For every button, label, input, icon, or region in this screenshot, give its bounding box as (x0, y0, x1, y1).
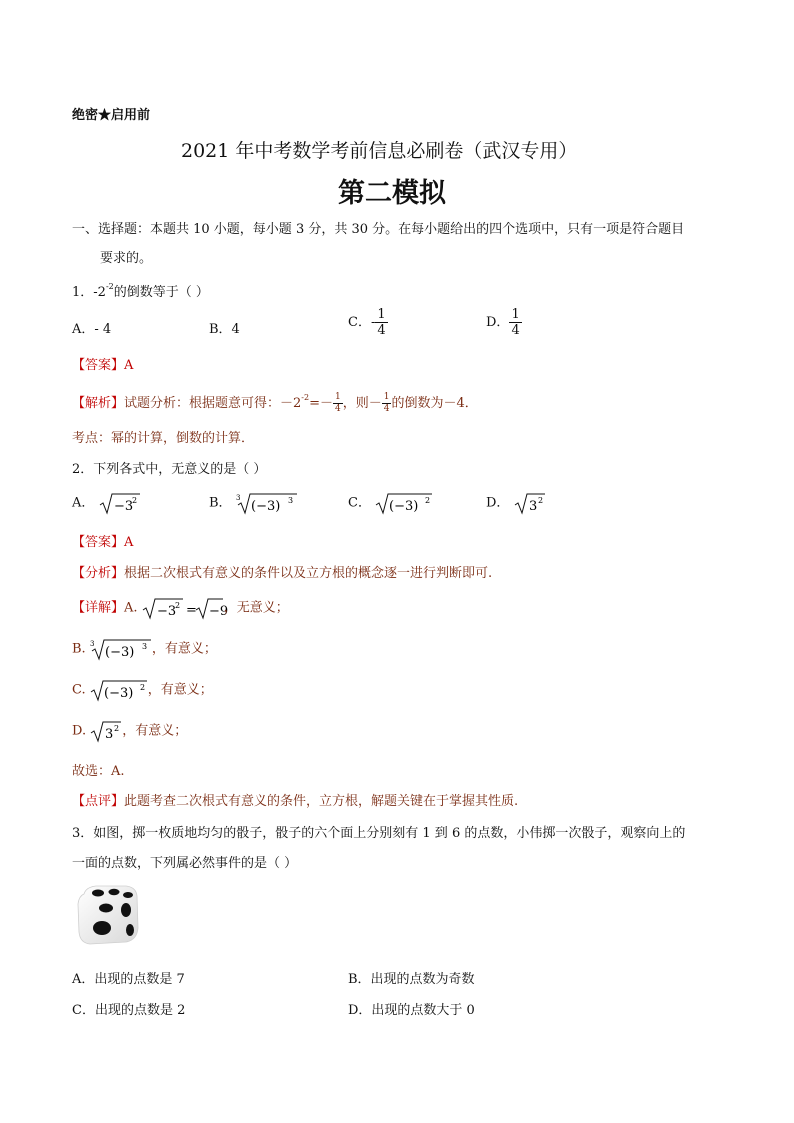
svg-text:3: 3 (287, 496, 293, 505)
xiangjie-c-text: ，有意义； (147, 682, 213, 698)
radical-sqrt-neg3-paren-sq (90, 678, 148, 702)
q1-stem-suffix: 的倒数等于（ ） (113, 285, 209, 300)
svg-text:2: 2 (114, 724, 120, 733)
svg-text:(−3): (−3) (250, 499, 281, 514)
svg-text:2: 2 (537, 496, 543, 505)
svg-text:−9: −9 (208, 604, 228, 619)
q1-option-d-label: D． (486, 315, 510, 330)
svg-text:3: 3 (105, 727, 114, 742)
q2-xiangjie-c (72, 678, 213, 702)
dice-figure (74, 884, 140, 950)
xiangjie-a-text: ，无意义； (223, 600, 289, 616)
q1-answer (72, 354, 133, 373)
fenxi-text: 根据二次根式有意义的条件以及立方根的概念逐一进行判断即可. (124, 566, 493, 581)
analysis-text-1: 试题分析：根据题意可得：－2 (124, 396, 302, 411)
q1-analysis (72, 392, 478, 414)
q3-option-a: A．出现的点数是 7 (72, 972, 185, 987)
q1-option-b: B．4 (209, 322, 240, 337)
q2-option-a-label: A． (72, 495, 95, 511)
analysis-fraction-1 (333, 393, 343, 414)
q2-option-d (486, 491, 546, 515)
fraction-numerator: 1 (383, 392, 390, 402)
svg-text:3: 3 (89, 640, 95, 648)
q1-option-c-label: C．- (348, 315, 376, 330)
radical-sqrt-3sq (90, 719, 122, 743)
dianping-text: 此题考查二次根式有意义的条件，立方根，解题关键在于掌握其性质. (124, 794, 519, 809)
question-3-stem-line1: 3．如图，掷一枚质地均匀的骰子，骰子的六个面上分别刻有 1 到 6 的点数，小伟掷一次骰子，观察向上的 (72, 826, 686, 841)
q2-option-c-label: C． (348, 495, 371, 511)
q2-choose: 故选：A. (72, 764, 125, 779)
question-3-stem-line2: 一面的点数，下列属必然事件的是（ ） (72, 856, 298, 871)
q2-answer (72, 531, 133, 550)
svg-text:−3: −3 (156, 604, 176, 619)
radical-sqrt-neg3-paren-sq (375, 491, 433, 515)
q1-kaodian: 考点：幂的计算，倒数的计算． (72, 431, 255, 446)
fraction-denominator: 4 (383, 404, 390, 414)
q1-option-d (486, 308, 522, 337)
q1-option-a: A．- 4 (72, 322, 112, 337)
fraction-denominator: 4 (377, 323, 386, 338)
paper-subtitle: 第二模拟 (338, 178, 446, 209)
xiangjie-b-label: B. (72, 641, 86, 657)
svg-text:3: 3 (235, 494, 241, 502)
q1-stem-prefix: 1．-2 (72, 285, 106, 300)
q1-option-d-fraction (509, 308, 521, 337)
fraction-numerator: 1 (335, 392, 341, 402)
q2-xiangjie-b (72, 637, 217, 661)
answer-tag: 【答案】 (72, 535, 125, 550)
q2-xiangjie-d (72, 719, 187, 743)
section-heading-line1: 一、选择题：本题共 10 小题，每小题 3 分，共 30 分。在每小题给出的四个选项中，只有一项是符合题目 (72, 222, 685, 237)
radical-sqrt-neg3sq-eq-sqrt-neg9 (142, 596, 228, 620)
q2-dianping (72, 790, 518, 809)
svg-text:3: 3 (141, 642, 147, 651)
q2-xiangjie-a (72, 596, 289, 620)
secret-label: 绝密★启用前 (72, 108, 151, 123)
q2-option-c (348, 491, 433, 515)
svg-text:2: 2 (174, 601, 180, 610)
svg-text:2: 2 (425, 496, 431, 505)
svg-text:=: = (185, 603, 197, 618)
fraction-denominator: 4 (511, 323, 520, 338)
analysis-text-2: =－ (309, 396, 333, 411)
q1-option-c (348, 308, 388, 337)
xiangjie-b-text: ，有意义； (151, 641, 217, 657)
q2-option-a (72, 491, 141, 515)
q1-stem-exponent: -2 (105, 281, 114, 291)
q2-option-b-label: B． (209, 495, 232, 511)
xiangjie-c-label: C. (72, 682, 86, 698)
svg-text:(−3): (−3) (389, 499, 419, 514)
svg-text:−3: −3 (113, 499, 133, 514)
answer-value: A (124, 358, 134, 373)
q2-fenxi (72, 562, 492, 581)
answer-tag: 【答案】 (72, 358, 125, 373)
analysis-text-3: ，则－ (342, 396, 382, 411)
xiangjie-d-label: D. (72, 723, 87, 739)
question-1-stem (72, 281, 209, 300)
question-2-stem: 2．下列各式中，无意义的是（ ） (72, 462, 267, 477)
q2-option-d-label: D． (486, 495, 510, 511)
xiangjie-tag: 【详解】 (72, 600, 125, 616)
fraction-denominator: 4 (335, 404, 341, 414)
analysis-tag: 【解析】 (72, 396, 125, 411)
svg-text:2: 2 (131, 496, 137, 505)
svg-text:(−3): (−3) (103, 686, 134, 701)
fraction-numerator: 1 (377, 307, 386, 322)
q1-option-c-fraction (375, 308, 387, 337)
svg-text:2: 2 (139, 683, 145, 692)
xiangjie-a-label: A. (124, 600, 138, 616)
q3-option-c: C．出现的点数是 2 (72, 1003, 186, 1018)
fraction-numerator: 1 (511, 307, 520, 322)
answer-value: A (124, 535, 134, 550)
paper-title: 2021 年中考数学考前信息必刷卷（武汉专用） (181, 140, 578, 162)
radical-cbrt-neg3cubed (90, 637, 152, 661)
analysis-text-4: 的倒数为－4． (391, 396, 478, 411)
dianping-tag: 【点评】 (72, 794, 125, 809)
q2-option-b (209, 491, 298, 515)
radical-sqrt-neg3sq (99, 491, 141, 515)
svg-text:(−3): (−3) (104, 645, 135, 660)
section-heading-line2: 要求的。 (100, 251, 153, 266)
xiangjie-d-text: ，有意义； (122, 723, 188, 739)
analysis-exponent: -2 (301, 392, 310, 402)
radical-cbrt-neg3cubed (236, 491, 298, 515)
fenxi-tag: 【分析】 (72, 566, 125, 581)
q3-option-b: B．出现的点数为奇数 (348, 972, 475, 987)
radical-sqrt-3sq (514, 491, 546, 515)
svg-text:3: 3 (528, 499, 537, 514)
q3-option-d: D．出现的点数大于 0 (348, 1003, 475, 1018)
